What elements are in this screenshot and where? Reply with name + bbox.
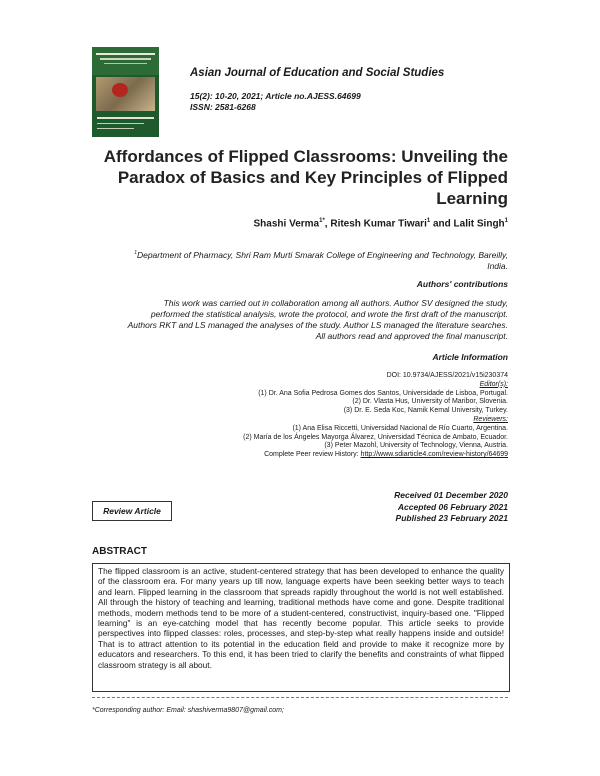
abstract-heading: ABSTRACT [92, 546, 147, 557]
cover-title-line [96, 53, 155, 55]
abstract-box [92, 563, 510, 692]
peer-review-history [92, 451, 508, 460]
cover-apple-graphic [112, 83, 128, 97]
journal-cover-image [92, 47, 159, 137]
title-line: Affordances of Flipped Classrooms: Unveiling the [103, 147, 508, 166]
journal-name: Asian Journal of Education and Social Studies [190, 67, 445, 79]
issn-line: ISSN: 2581-6268 [190, 102, 256, 112]
reviewer-entry: (1) Ana Elisa Riccetti, Universidad Nacional de Río Cuarto, Argentina. [292, 424, 508, 432]
contributions-line: Authors RKT and LS managed the analyses of the study. Author LS managed the literature searches. [127, 320, 508, 330]
doi: DOI: 10.9734/AJESS/2021/v15i230374 [386, 372, 508, 379]
author-list [254, 218, 508, 229]
published-date: Published 23 February 2021 [395, 513, 508, 523]
author-name: Shashi Verma [253, 218, 320, 230]
cover-text-line [97, 128, 134, 129]
author-affiliation-mark: 1 [504, 218, 508, 224]
cover-text-line [97, 123, 144, 124]
editor-entry: (3) Dr. E. Seda Koc, Namik Kemal University, Turkey. [343, 407, 508, 415]
editors-label: Editor(s): [479, 380, 508, 388]
contributions-line: This work was carried out in collaboration among all authors. Author SV designed the study, [163, 298, 508, 308]
cover-title-line [100, 58, 151, 60]
footnote-divider [92, 697, 508, 698]
author-name: Ritesh Kumar Tiwari [330, 218, 427, 230]
title-line: Learning [436, 189, 508, 208]
paper-title [92, 146, 508, 209]
journal-citation [190, 91, 361, 113]
contributions-line: performed the statistical analysis, wrote the protocol, and wrote the first draft of the manuscript. [150, 309, 508, 319]
affiliation-line: India. [487, 260, 508, 271]
article-info-heading: Article Information [432, 352, 508, 362]
received-date: Received 01 December 2020 [394, 490, 508, 500]
affiliation-text: Department of Pharmacy, Shri Ram Murti Smarak College of Engineering and Technology, Bareilly, [136, 249, 508, 260]
reviewer-entry: (2) María de los Ángeles Mayorga Álvarez, Universidad Técnica de Ambato, Ecuador. [243, 433, 508, 441]
accepted-date: Accepted 06 February 2021 [397, 501, 508, 512]
author-separator: and [430, 218, 454, 230]
contributions-heading: Authors' contributions [416, 279, 508, 289]
affiliation-mark: 1 [134, 250, 137, 256]
corresponding-author: *Corresponding author: Email: shashiverma9807@gmail.com; [92, 707, 284, 714]
cover-header-band [92, 47, 159, 75]
peer-review-link[interactable]: http://www.sdiarticle4.com/review-history/64699 [360, 451, 508, 459]
contributions-text [92, 298, 508, 342]
article-type-badge: Review Article [92, 501, 172, 521]
contributions-line: All authors read and approved the final manuscript. [315, 331, 508, 341]
abstract-text: The flipped classroom is an active, student-centered strategy that has been developed to enhance the quality of the classroom era. For many years up till now, language experts have been seeking better ways to teach and learn. Flipped learning in the classroom that spreads rapidly throughout the world is not well established. All through the history of teaching and learning, traditional methods have come and gone. Despite traditional methods, modern methods tend to be more of a student-centered, constructivist, inquiry-based one. "Flipped learning" is an eye-catching model that has recently become popular. This article seeks to provide perspectives into flipped classes: roles, processes, and step-by-step what really happens inside and outside! That is to attract attention to its potential in the education field and provide to make it recognize more by educators and researchers. To this end, it has been tried to clarify the benefits and constraints of what flipped classroom strategy is all about. [98, 566, 504, 670]
author-affiliation-mark: 1* [319, 218, 325, 224]
author-name: Lalit Singh [453, 218, 505, 230]
affiliation-line [92, 248, 508, 261]
editor-entry: (1) Dr. Ana Sofia Pedrosa Gomes dos Santos, Universidade de Lisboa, Portugal. [258, 389, 508, 397]
citation-line: 15(2): 10-20, 2021; Article no.AJESS.64699 [190, 91, 361, 101]
title-line: Paradox of Basics and Key Principles of Flipped [117, 168, 508, 187]
author-affiliation-mark: 1 [426, 218, 431, 224]
author-separator: , [324, 218, 331, 230]
publication-dates [394, 490, 508, 525]
cover-text-line [97, 117, 154, 119]
peer-review-label: Complete Peer review History: [264, 451, 361, 459]
affiliation [92, 248, 508, 272]
reviewer-entry: (3) Peter Mazohl, University of Technology, Vienna, Austria. [324, 442, 508, 450]
reviewers-label: Reviewers: [473, 415, 508, 423]
cover-title-line [104, 63, 147, 64]
article-info [92, 372, 508, 460]
editor-entry: (2) Dr. Vlasta Hus, University of Maribor, Slovenia. [352, 398, 508, 406]
